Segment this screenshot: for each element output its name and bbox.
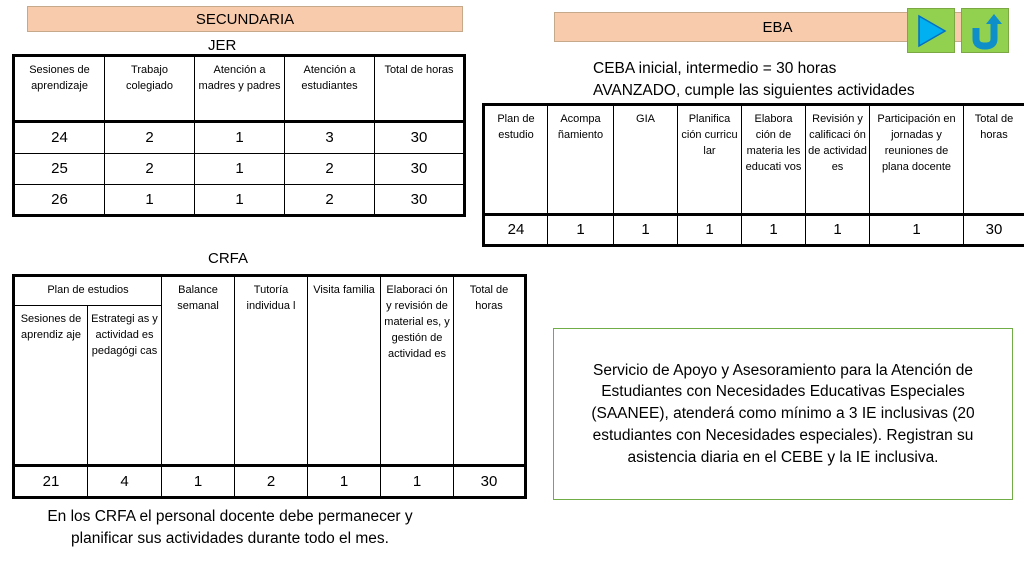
jer-table: [12, 54, 466, 217]
crfa-header-cell: Total de horas: [454, 276, 526, 466]
eba-cell: 1: [870, 215, 964, 246]
jer-cell: 2: [105, 122, 195, 154]
jer-cell: 25: [14, 154, 105, 185]
next-slide-button[interactable]: [907, 8, 955, 53]
ceba-note-line2: AVANZADO, cumple las siguientes actividades: [593, 82, 915, 99]
crfa-cell: 1: [162, 466, 235, 498]
jer-cell: 30: [375, 185, 465, 216]
jer-cell: 30: [375, 154, 465, 185]
eba-header-cell: Planifica ción curricu lar: [678, 105, 742, 215]
eba-header-cell: Participación en jornadas y reuniones de plana docente: [870, 105, 964, 215]
jer-cell: 1: [195, 122, 285, 154]
jer-cell: 3: [285, 122, 375, 154]
u-turn-arrow-icon: [966, 12, 1004, 50]
jer-label: JER: [208, 37, 237, 54]
eba-cell: 1: [742, 215, 806, 246]
table-row: [14, 154, 465, 185]
eba-table: [482, 103, 1024, 247]
saanee-info-box: [553, 328, 1013, 500]
jer-cell: 26: [14, 185, 105, 216]
table-row: [14, 466, 526, 498]
crfa-sub-header-cell: Estrategi as y actividad es pedagógi cas: [88, 306, 162, 466]
eba-cell: 1: [614, 215, 678, 246]
ceba-note-line1: CEBA inicial, intermedio = 30 horas: [593, 60, 837, 77]
eba-header-cell: Total de horas: [964, 105, 1024, 215]
eba-header-cell: GIA: [614, 105, 678, 215]
eba-cell: 30: [964, 215, 1024, 246]
secundaria-banner: [27, 6, 463, 32]
crfa-header-cell: Balance semanal: [162, 276, 235, 466]
jer-cell: 2: [105, 154, 195, 185]
eba-header-cell: Elabora ción de materia les educati vos: [742, 105, 806, 215]
jer-header-cell: Sesiones de aprendizaje: [14, 56, 105, 122]
eba-cell: 24: [484, 215, 548, 246]
crfa-group-header: Plan de estudios: [14, 276, 162, 306]
jer-cell: 1: [195, 154, 285, 185]
jer-cell: 2: [285, 154, 375, 185]
crfa-note: En los CRFA el personal docente debe permanecer y planificar sus actividades durante todo el mes.: [47, 508, 413, 547]
table-row: [14, 185, 465, 216]
crfa-cell: 1: [381, 466, 454, 498]
saanee-text: Servicio de Apoyo y Asesoramiento para la Atención de Estudiantes con Necesidades Educativas Especiales (SAANEE), atenderá como mínimo a 3 IE inclusivas (20 estudiantes con Necesidades especiales). Registran su asistencia diaria en el CEBE y la IE inclusiva.: [591, 361, 975, 466]
crfa-table: [12, 274, 527, 499]
crfa-cell: 21: [14, 466, 88, 498]
play-triangle-icon: [913, 13, 949, 49]
eba-cell: 1: [678, 215, 742, 246]
eba-banner-text: EBA: [762, 18, 793, 36]
crfa-cell: 1: [308, 466, 381, 498]
table-row: [484, 215, 1024, 246]
jer-cell: 30: [375, 122, 465, 154]
secundaria-banner-text: SECUNDARIA: [195, 10, 295, 28]
crfa-header-cell: Tutoría individua l: [235, 276, 308, 466]
crfa-cell: 2: [235, 466, 308, 498]
jer-header-cell: Total de horas: [375, 56, 465, 122]
crfa-header-cell: Visita familia: [308, 276, 381, 466]
crfa-cell: 4: [88, 466, 162, 498]
eba-cell: 1: [806, 215, 870, 246]
jer-cell: 24: [14, 122, 105, 154]
crfa-label: CRFA: [208, 250, 249, 267]
table-row: [14, 122, 465, 154]
ceba-note: [593, 58, 1013, 102]
jer-cell: 1: [195, 185, 285, 216]
eba-header-cell: Acompa ñamiento: [548, 105, 614, 215]
eba-header-cell: Revisión y calificaci ón de actividad es: [806, 105, 870, 215]
jer-cell: 1: [105, 185, 195, 216]
eba-header-cell: Plan de estudio: [484, 105, 548, 215]
crfa-sub-header-cell: Sesiones de aprendiz aje: [14, 306, 88, 466]
eba-cell: 1: [548, 215, 614, 246]
crfa-cell: 30: [454, 466, 526, 498]
jer-cell: 2: [285, 185, 375, 216]
crfa-header-cell: Elaboraci ón y revisión de material es, y gestión de actividad es: [381, 276, 454, 466]
return-button[interactable]: [961, 8, 1009, 53]
jer-header-cell: Trabajo colegiado: [105, 56, 195, 122]
jer-header-cell: Atención a madres y padres: [195, 56, 285, 122]
jer-header-cell: Atención a estudiantes: [285, 56, 375, 122]
